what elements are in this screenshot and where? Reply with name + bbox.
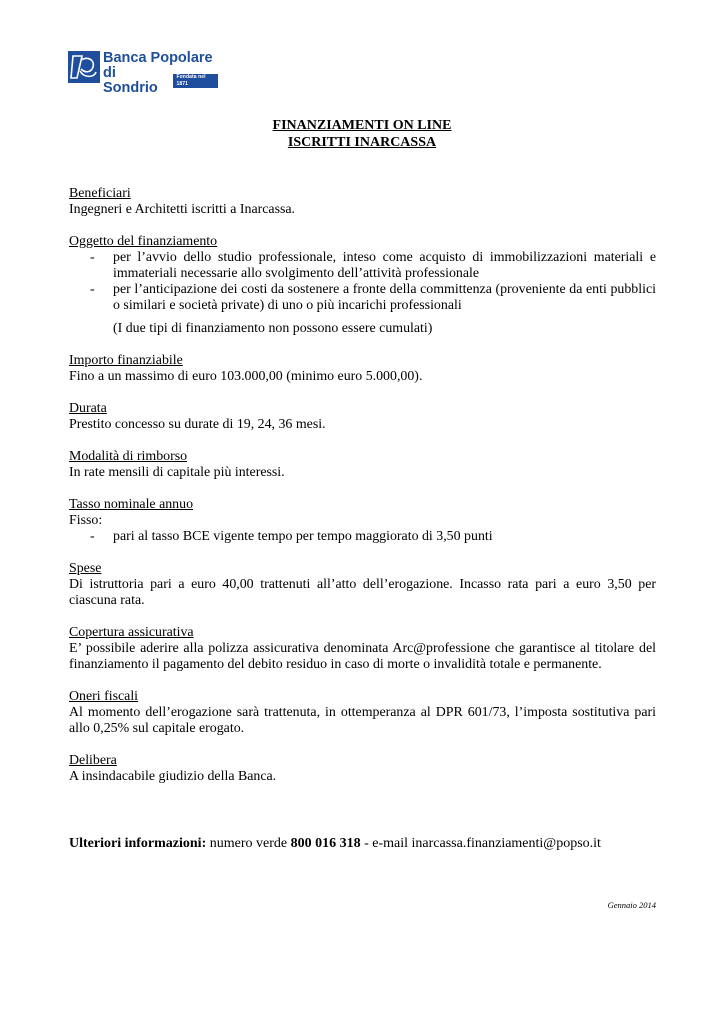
contact-info: [69, 835, 601, 852]
section-note: (I due tipi di finanziamento non possono essere cumulati): [113, 321, 433, 336]
section-beneficiari: [69, 186, 656, 218]
bank-logo-icon: [68, 51, 100, 83]
section-heading: Beneficiari: [69, 186, 131, 201]
section-heading: Importo finanziabile: [69, 353, 183, 368]
section-heading: Spese: [69, 561, 102, 576]
section-heading: Durata: [69, 401, 107, 416]
logo-line2: di Sondrio: [103, 65, 158, 96]
section-oneri: [69, 689, 656, 737]
document-body: [69, 186, 656, 801]
document-title: [0, 117, 724, 151]
dash-list: [69, 250, 656, 314]
section-heading: Delibera: [69, 753, 117, 768]
section-heading: Tasso nominale annuo: [69, 497, 194, 512]
footer-date: Gennaio 2014: [607, 900, 656, 910]
title-line2: ISCRITTI INARCASSA: [287, 135, 437, 150]
section-text: Fino a un massimo di euro 103.000,00 (minimo euro 5.000,00).: [69, 369, 423, 384]
contact-label: Ulteriori informazioni:: [69, 836, 207, 851]
section-spese: [69, 561, 656, 609]
section-text: A insindacabile giudizio della Banca.: [69, 769, 277, 784]
section-tasso: [69, 497, 656, 545]
section-copertura: [69, 625, 656, 673]
section-text: E’ possibile aderire alla polizza assicurativa denominata Arc@professione che garantisce al titolare del finanziamento il pagamento del debito residuo in caso di morte o invalidità totale e permanente.: [69, 641, 656, 672]
section-heading: Oneri fiscali: [69, 689, 139, 704]
section-delibera: [69, 753, 656, 785]
section-text: Al momento dell’erogazione sarà trattenuta, in ottemperanza al DPR 601/73, l’imposta sostitutiva pari allo 0,25% sul capitale erogato.: [69, 705, 656, 736]
section-subheading: Fisso:: [69, 513, 103, 528]
list-item: - per l’anticipazione dei costi da sostenere a fronte della committenza (proveniente da enti pubblici o similari e società private) di uno o più incarichi professionali: [90, 282, 656, 313]
phone-prefix: numero verde: [209, 836, 288, 851]
logo-line1: Banca Popolare: [103, 50, 213, 66]
bank-logo: [68, 50, 218, 96]
section-heading: Oggetto del finanziamento: [69, 234, 218, 249]
list-item: - per l’avvio dello studio professionale, inteso come acquisto di immobilizzazioni materiali e immateriali necessarie allo svolgimento dell’attività professionale: [90, 250, 656, 281]
section-heading: Modalità di rimborso: [69, 449, 188, 464]
section-rimborso: [69, 449, 656, 481]
section-heading: Copertura assicurativa: [69, 625, 194, 640]
section-durata: [69, 401, 656, 433]
section-importo: [69, 353, 656, 385]
title-line1: FINANZIAMENTI ON LINE: [272, 118, 452, 133]
logo-founded: Fondata nel 1871: [173, 74, 218, 88]
section-text: Ingegneri e Architetti iscritti a Inarcassa.: [69, 202, 296, 217]
section-text: In rate mensili di capitale più interessi.: [69, 465, 285, 480]
email-prefix: - e-mail: [364, 836, 409, 851]
section-oggetto: [69, 234, 656, 337]
dash-list: [69, 529, 656, 545]
section-text: Prestito concesso su durate di 19, 24, 36 mesi.: [69, 417, 326, 432]
list-item: - pari al tasso BCE vigente tempo per tempo maggiorato di 3,50 punti: [90, 529, 493, 544]
phone-number[interactable]: 800 016 318: [290, 836, 361, 851]
section-text: Di istruttoria pari a euro 40,00 trattenuti all’atto dell’erogazione. Incasso rata pari a euro 3,50 per ciascuna rata.: [69, 577, 656, 608]
email-link[interactable]: inarcassa.finanziamenti@popso.it: [411, 836, 601, 851]
